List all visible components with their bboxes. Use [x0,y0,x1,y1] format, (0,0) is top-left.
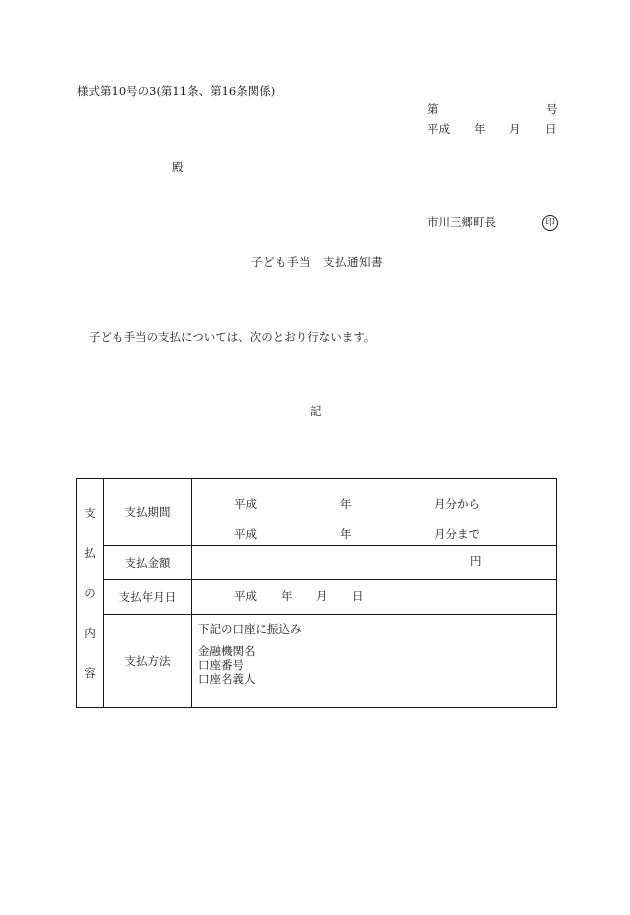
method-value-cell [192,615,557,708]
group-header-char: 払 [84,546,96,560]
issue-date-era: 平成 [427,122,450,136]
account-holder-label: 口座名義人 [198,672,256,686]
document-number-prefix: 第 [427,102,439,116]
pay-date-year: 年 [281,589,293,603]
pay-date-label: 支払年月日 [104,580,192,615]
amount-label: 支払金額 [104,546,192,580]
bank-name-label: 金融機関名 [198,644,256,658]
group-header [77,505,103,681]
table-row-method [77,615,557,708]
issuer-name: 市川三郷町長 [427,215,496,229]
method-transfer-note: 下記の口座に振込み [198,622,302,636]
addressee-suffix: 殿 [172,160,184,174]
issue-date-day: 日 [545,122,557,136]
table-row-period [77,479,557,546]
period-from-year: 年 [340,497,352,511]
amount-value-cell [192,546,557,580]
table-row-pay-date [77,580,557,615]
form-number: 様式第10号の3(第11条、第16条関係) [77,84,276,98]
document-title: 子ども手当 支払通知書 [251,255,383,269]
account-number-label: 口座番号 [198,658,244,672]
amount-unit: 円 [470,554,482,568]
period-to-era: 平成 [234,527,257,541]
table-row-amount [77,546,557,580]
seal-mark: 印 [542,215,558,231]
period-from-suffix: 月分から [434,497,480,511]
period-to-suffix: 月分まで [434,527,480,541]
group-header-char: 内 [84,626,96,640]
group-header-char: 支 [84,506,96,520]
period-to-year: 年 [340,527,352,541]
group-header-cell [77,479,104,708]
group-header-char: の [84,586,96,600]
issue-date-year: 年 [474,122,486,136]
method-label: 支払方法 [104,615,192,708]
period-from-era: 平成 [234,497,257,511]
pay-date-era: 平成 [234,589,257,603]
issue-date-month: 月 [509,122,521,136]
pay-date-value-cell [192,580,557,615]
ki-heading: 記 [310,404,322,418]
pay-date-day: 日 [352,589,364,603]
period-label: 支払期間 [104,479,192,546]
group-header-char: 容 [84,666,96,680]
pay-date-month: 月 [316,589,328,603]
body-text: 子ども手当の支払については、次のとおり行ないます。 [89,330,376,344]
document-number-suffix: 号 [546,102,558,116]
period-value-cell [192,479,557,546]
payment-details-table [76,478,557,708]
